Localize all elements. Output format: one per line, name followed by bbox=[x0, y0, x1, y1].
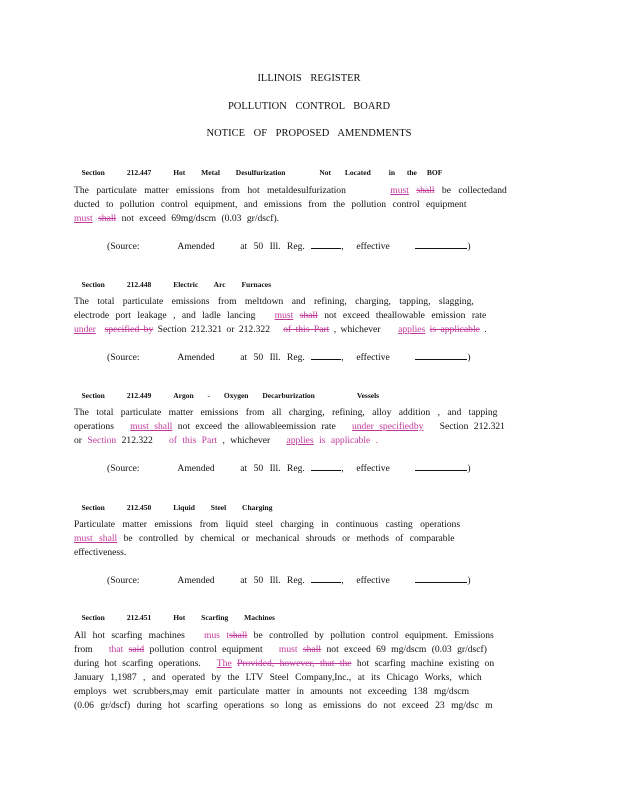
section-heading-212-451 bbox=[74, 604, 275, 631]
text: effective bbox=[356, 463, 390, 474]
blank-field bbox=[415, 574, 467, 583]
deleted-text: shall bbox=[98, 213, 117, 224]
deleted-text: of this Part bbox=[283, 324, 330, 335]
text: be collectedand bbox=[441, 185, 507, 196]
blank-field bbox=[311, 351, 341, 360]
text: effective bbox=[356, 575, 390, 586]
section-number: 212.448 bbox=[126, 280, 152, 289]
inserted-text: of this Part bbox=[168, 435, 218, 446]
section-heading-212-447 bbox=[74, 159, 442, 186]
text: (Source: bbox=[107, 463, 140, 474]
text: be controlled by pollution control equipment. Emissions bbox=[253, 630, 494, 641]
section-number: 212.450 bbox=[126, 503, 152, 512]
text: electrode port leakage , and ladle lancing bbox=[74, 310, 256, 321]
text: , whichever bbox=[222, 435, 271, 446]
inserted-text: must shall bbox=[74, 533, 118, 544]
paragraph-line bbox=[74, 629, 534, 642]
source-note: (Source: Amended at 50 Ill. Reg. , effective ) bbox=[107, 575, 471, 586]
text: at 50 Ill. Reg. bbox=[240, 463, 305, 474]
inserted-text: must bbox=[74, 213, 93, 224]
notice-title: NOTICE OF PROPOSED AMENDMENTS bbox=[206, 128, 412, 139]
inserted-text: applies bbox=[286, 435, 314, 446]
blank-field bbox=[311, 462, 341, 471]
deleted-text: specified by bbox=[104, 324, 154, 335]
deleted-text: shall bbox=[302, 644, 322, 655]
section-heading-212-450 bbox=[74, 494, 272, 521]
inserted-text: that bbox=[108, 644, 124, 655]
text: during hot scarfing operations. bbox=[74, 658, 201, 669]
source-note: (Source: Amended at 50 Ill. Reg. , effective ) bbox=[107, 352, 471, 363]
text: not exceed theallowable emission rate bbox=[324, 310, 487, 321]
section-heading-212-449 bbox=[74, 382, 379, 409]
inserted-text: must bbox=[274, 310, 294, 321]
inserted-text: The bbox=[216, 658, 232, 669]
paragraph-line bbox=[74, 309, 534, 322]
section-label: Section bbox=[81, 391, 105, 400]
section-title: Liquid Steel Charging bbox=[173, 503, 273, 512]
inserted-text: is applicable bbox=[319, 435, 371, 446]
source-note: (Source: Amended at 50 Ill. Reg. , effective ) bbox=[107, 241, 471, 252]
paragraph-line: Particulate matter emissions from liquid steel charging in continuous casting operations bbox=[74, 519, 461, 530]
deleted-text: shall bbox=[416, 185, 435, 196]
section-number: 212.447 bbox=[126, 168, 152, 177]
paragraph-line bbox=[74, 323, 534, 336]
paragraph-line bbox=[74, 420, 534, 433]
blank-field bbox=[311, 240, 341, 249]
section-title-part: Not Located bbox=[319, 168, 371, 177]
section-title: Hot Metal Desulfurization bbox=[173, 168, 286, 177]
deleted-text: shall bbox=[229, 630, 248, 641]
text: ) bbox=[467, 352, 471, 363]
text: operations bbox=[74, 421, 114, 432]
text: not exceed 69mg/dscm (0.03 gr/dscf). bbox=[121, 213, 280, 224]
section-number: 212.451 bbox=[126, 613, 152, 622]
deleted-text: said bbox=[128, 644, 145, 655]
blank-field bbox=[415, 351, 467, 360]
section-title-part: Vessels bbox=[356, 391, 380, 400]
paragraph-line: employs wet scrubbers,may emit particulate matter in amounts not exceeding 138 mg/dscm bbox=[74, 686, 470, 697]
inserted-text: applies bbox=[398, 324, 426, 335]
text: (Source: bbox=[107, 352, 140, 363]
inserted-text: mus t bbox=[204, 630, 230, 641]
inserted-text: must shall bbox=[130, 421, 173, 432]
paragraph-line bbox=[74, 657, 534, 670]
inserted-text: Section bbox=[87, 435, 117, 446]
section-title: Hot Scarfing Machines bbox=[173, 613, 275, 622]
text: (Source: bbox=[107, 575, 140, 586]
blank-field bbox=[311, 574, 341, 583]
text: Amended bbox=[177, 463, 215, 474]
section-title: Electric Arc Furnaces bbox=[173, 280, 272, 289]
section-label: Section bbox=[81, 280, 105, 289]
text: from bbox=[74, 644, 93, 655]
text: Section 212.321 bbox=[439, 421, 505, 432]
text: ) bbox=[467, 463, 471, 474]
text: not exceed the allowableemission rate bbox=[177, 421, 336, 432]
text: ) bbox=[467, 241, 471, 252]
text: All hot scarfing machines bbox=[74, 630, 185, 641]
paragraph-line bbox=[74, 434, 534, 447]
text: at 50 Ill. Reg. bbox=[240, 352, 305, 363]
deleted-text: shall bbox=[299, 310, 318, 321]
paragraph-line bbox=[74, 184, 534, 197]
text: pollution control equipment bbox=[149, 644, 263, 655]
text: (Source: bbox=[107, 241, 140, 252]
section-title-part: BOF bbox=[426, 168, 443, 177]
register-title: ILLINOIS REGISTER bbox=[257, 73, 361, 84]
text: at 50 Ill. Reg. bbox=[240, 575, 305, 586]
section-title: Argon - Oxygen Decarburization bbox=[173, 391, 315, 400]
text: 212.322 bbox=[121, 435, 153, 446]
text: hot scarfing machine existing on bbox=[356, 658, 495, 669]
text: . bbox=[484, 324, 487, 335]
text: Amended bbox=[177, 352, 215, 363]
text: The particulate matter emissions from hot metaldesulfurization bbox=[74, 185, 346, 196]
source-note: (Source: Amended at 50 Ill. Reg. , effective ) bbox=[107, 463, 471, 474]
paragraph-line: effectiveness. bbox=[74, 547, 127, 558]
text: at 50 Ill. Reg. bbox=[240, 241, 305, 252]
text: effective bbox=[356, 241, 390, 252]
section-label: Section bbox=[81, 613, 105, 622]
blank-field bbox=[415, 240, 467, 249]
paragraph-line: January 1,1987 , and operated by the LTV Steel Company,Inc., at its Chicago Works, which bbox=[74, 672, 482, 683]
blank-field bbox=[415, 462, 467, 471]
text: Amended bbox=[177, 241, 215, 252]
section-label: Section bbox=[81, 168, 105, 177]
paragraph-line bbox=[74, 643, 534, 656]
inserted-text: . bbox=[375, 435, 379, 446]
text: , whichever bbox=[333, 324, 381, 335]
text: or bbox=[74, 435, 82, 446]
inserted-text: must bbox=[390, 185, 409, 196]
paragraph-line: ducted to pollution control equipment, and emissions from the pollution control equipment bbox=[74, 199, 467, 210]
text: effective bbox=[356, 352, 390, 363]
text: ) bbox=[467, 575, 471, 586]
section-number: 212.449 bbox=[126, 391, 152, 400]
deleted-text: Provided, however, that the bbox=[237, 658, 352, 669]
board-title: POLLUTION CONTROL BOARD bbox=[227, 101, 391, 112]
text: be controlled by chemical or mechanical shrouds or methods of comparable bbox=[123, 533, 455, 544]
section-label: Section bbox=[81, 503, 105, 512]
paragraph-line: The total particulate emissions from meltdown and refining, charging, tapping, slagging, bbox=[74, 296, 474, 307]
text: not exceed 69 mg/dscm (0.03 gr/dscf) bbox=[326, 644, 487, 655]
inserted-text: under specifiedby bbox=[351, 421, 424, 432]
text: Amended bbox=[177, 575, 215, 586]
section-heading-212-448 bbox=[74, 271, 271, 298]
section-title-part: in the bbox=[388, 168, 417, 177]
inserted-text: under bbox=[74, 324, 96, 335]
paragraph-line bbox=[74, 212, 534, 225]
paragraph-line bbox=[74, 532, 534, 545]
paragraph-line: (0.06 gr/dscf) during hot scarfing operations so long as emissions do not exceed 23 mg/dsc m bbox=[74, 700, 493, 711]
text: Section 212.321 or 212.322 bbox=[157, 324, 270, 335]
inserted-text: must bbox=[278, 644, 298, 655]
paragraph-line: The total particulate matter emissions from all charging, refining, alloy addition , and tapping bbox=[74, 407, 498, 418]
deleted-text: is applicable bbox=[429, 324, 480, 335]
